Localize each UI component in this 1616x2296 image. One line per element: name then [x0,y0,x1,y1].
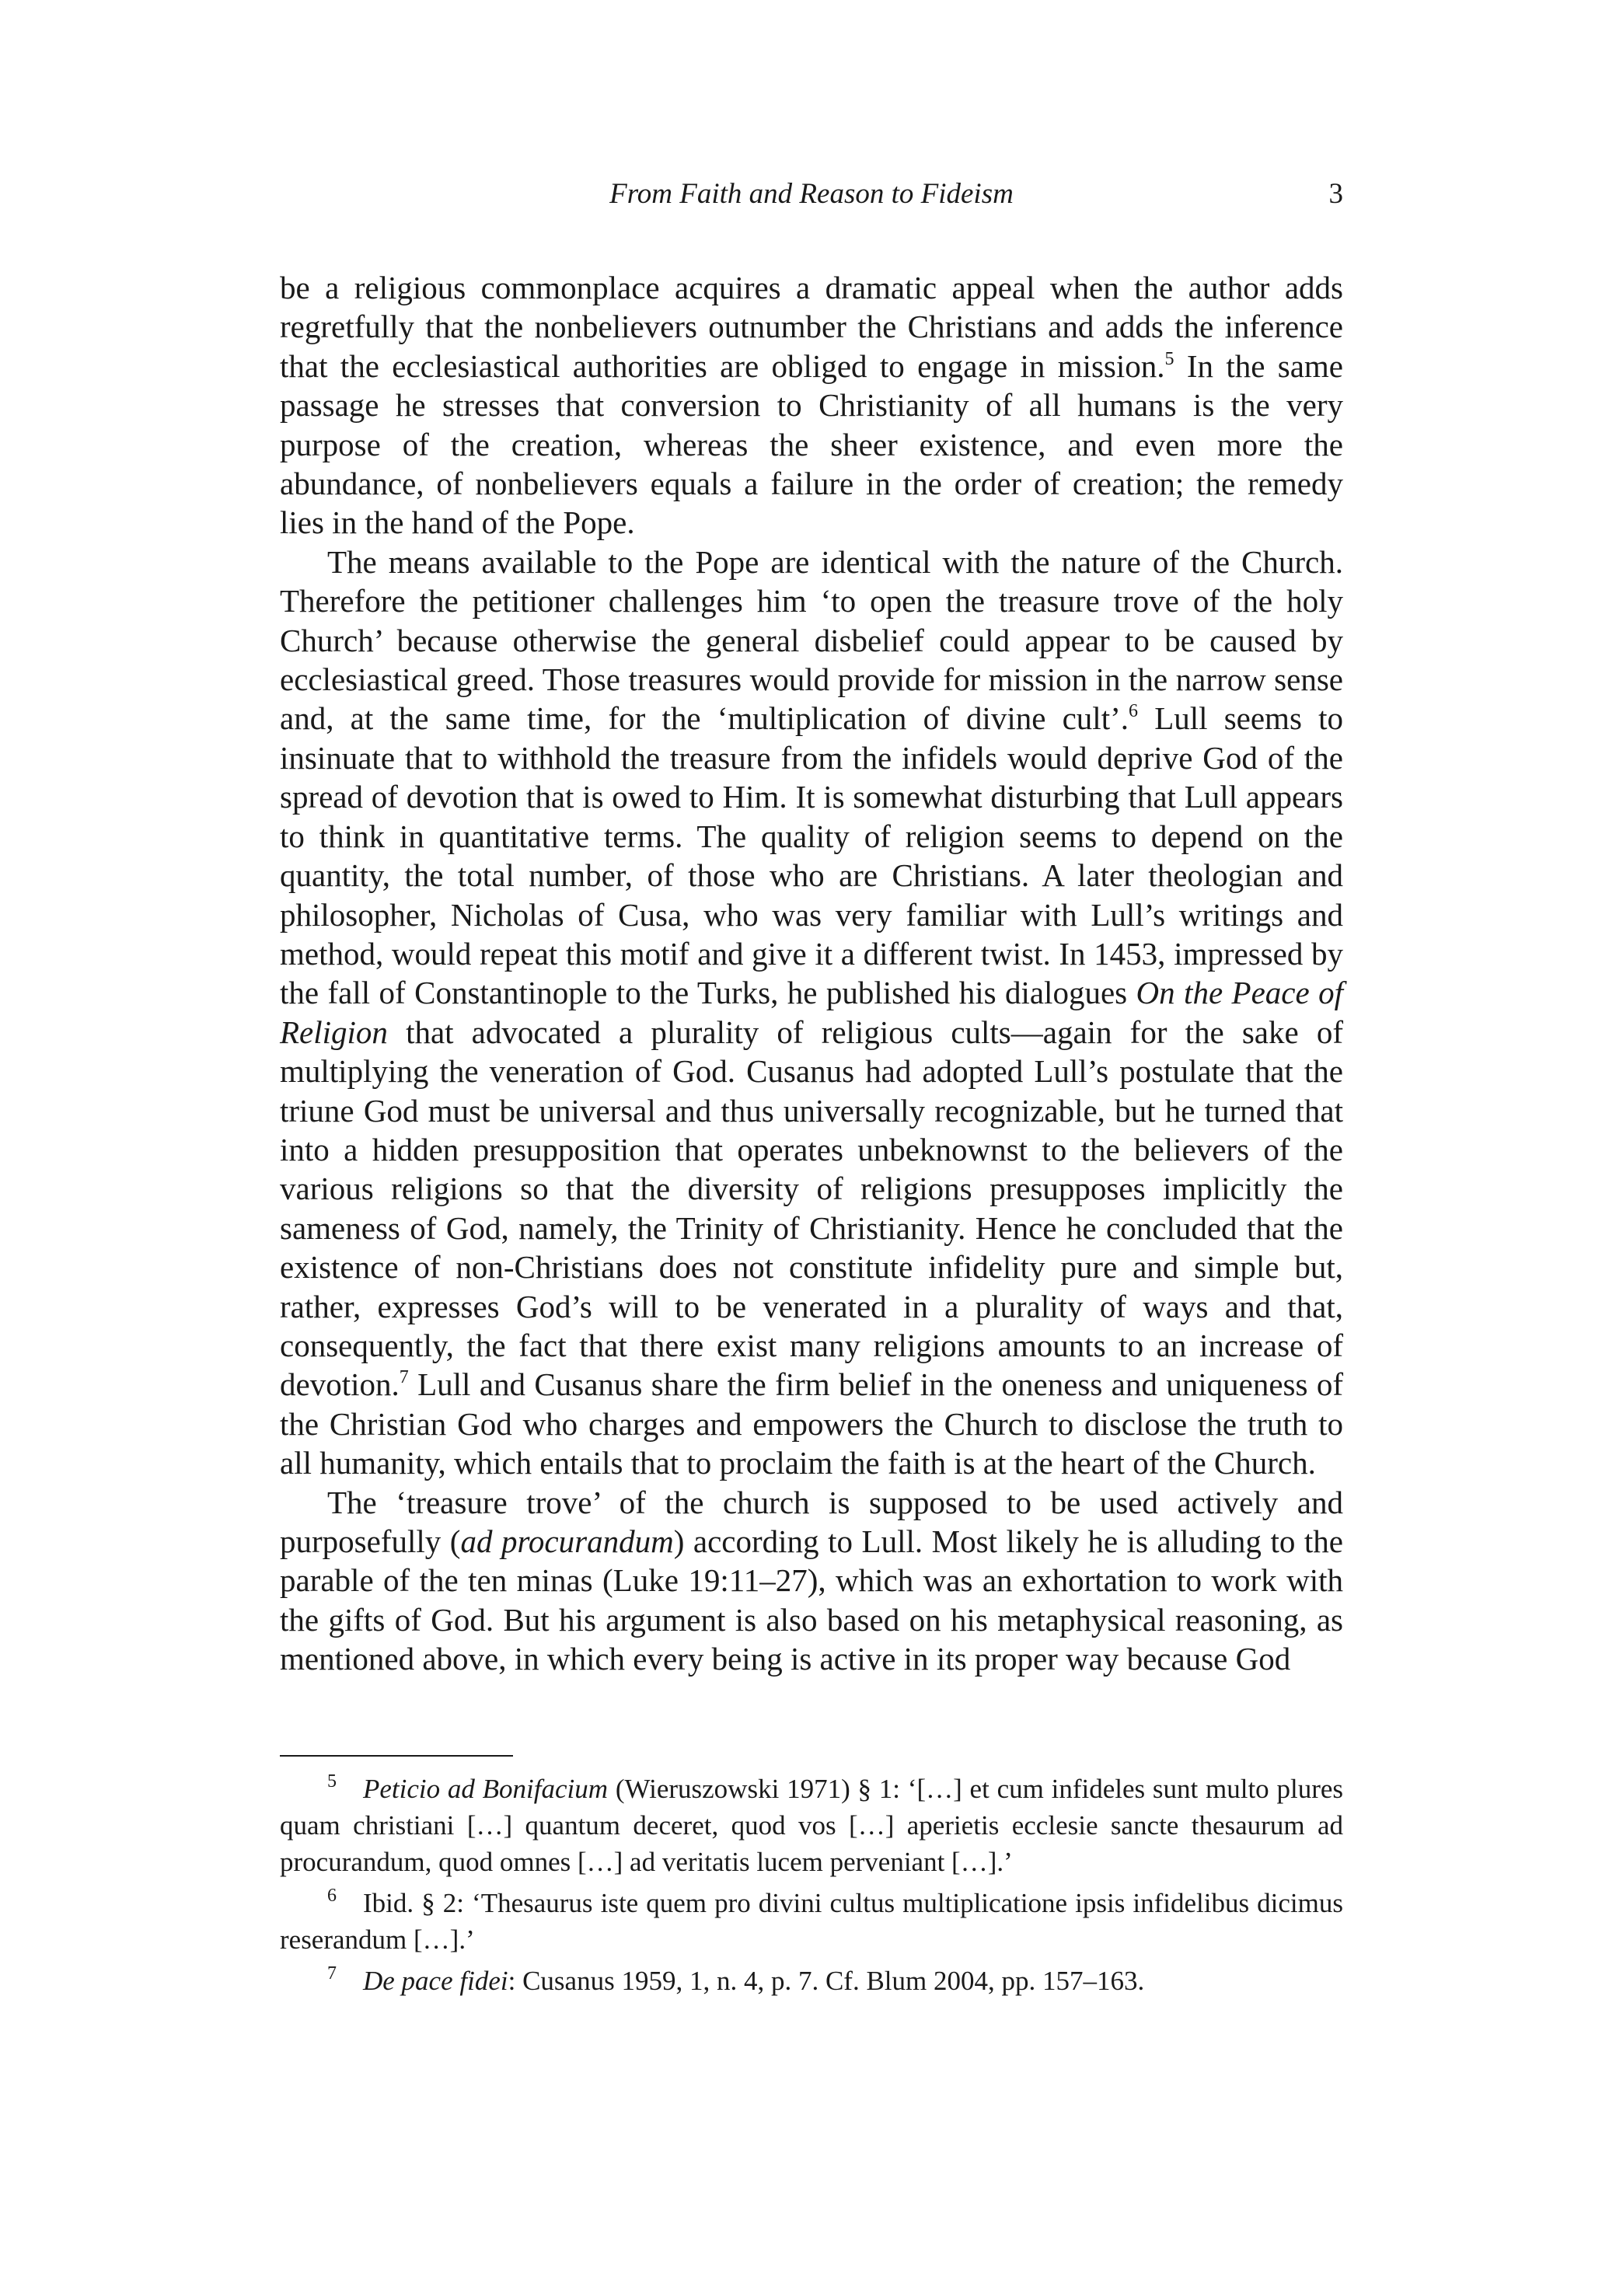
footnotes [280,1771,1343,2004]
footnote-reference: 5 [1164,348,1174,369]
italic-text: On the Peace of Religion [280,975,1344,1050]
text-run: be a religious commonplace acquires a dramatic appeal when the author adds regretfully that the nonbelievers outnumber the Christians and adds the inference that the ecclesiastical authorities are obliged to engage in mission. [280,270,1343,384]
running-head [280,175,1343,222]
paragraph [280,543,1343,1483]
text-run: ) according to Lull. Most likely he is alluding to the parable of the ten minas (Luke 19:11–27), which was an exhortation to work with the gifts of God. But his argument is also based on his metaphysical reasoning, as mentioned above, in which every being is active in its proper way because God [280,1523,1343,1677]
page-number: 3 [1328,178,1343,210]
text-run: The ‘treasure trove’ of the church is supposed to be used actively and purposefully ( [280,1484,1343,1559]
paragraph [280,268,1343,543]
footnote: 6 Ibid. § 2: ‘Thesaurus iste quem pro divini cultus multiplicatione ipsis infidelibus dicimus reserandum […].’ [280,1886,1343,1955]
body-text [280,268,1343,1679]
text-run: that advocated a plurality of religious cults—again for the sake of multiplying the veneration of God. Cusanus had adopted Lull’s postulate that the triune God must be universal and thus universally recognizable, but he turned that into a hidden presupposition that operates unbeknownst to the believers of the various religions so that the diversity of religions presupposes implicitly the sameness of God, namely, the Trinity of Christianity. Hence he concluded that the existence of non-Christians does not constitute infidelity pure and simple but, rather, expresses God’s will to be venerated in a plurality of ways and that, consequently, the fact that there exist many religions amounts to an increase of devotion. [280,1014,1343,1403]
text-run: The means available to the Pope are identical with the nature of the Church. Therefore the petitioner challenges him ‘to open the treasure trove of the holy Church’ because otherwise the general disbelief could appear to be caused by ecclesiastical greed. Those treasures would provide for mission in the narrow sense and, at the same time, for the ‘multiplication of divine cult’. [280,543,1343,737]
text-run: Ibid. § 2: ‘Thesaurus iste quem pro divini cultus multiplicatione ipsis infidelibus dicimus reserandum […].’ [280,1888,1343,1955]
footnote-reference: 7 [399,1367,409,1388]
italic-text: Peticio ad Bonifacium [363,1774,609,1804]
footnote-reference: 6 [1129,701,1138,722]
italic-text: De pace fidei [363,1966,508,1996]
text-run: (Wieruszowski 1971) § 1: ‘[…] et cum infideles sunt multo plures quam christiani […] quantum deceret, quod vos […] aperietis ecclesie sancte thesaurum ad procurandum, quod omnes […] ad veritatis lucem perveniant […].’ [280,1774,1343,1877]
text-run: Lull and Cusanus share the firm belief in the oneness and uniqueness of the Christian God who charges and empowers the Church to disclose the truth to all humanity, which entails that to proclaim the faith is at the heart of the Church. [280,1366,1343,1481]
paragraph [280,1483,1343,1679]
italic-text: ad procurandum [460,1523,674,1559]
running-head-title: From Faith and Reason to Fideism [609,178,1014,210]
text-run: In the same passage he stresses that conversion to Christianity of all humans is the very purpose of the creation, whereas the sheer existence, and even more the abundance, of nonbelievers equals a failure in the order of creation; the remedy lies in the hand of the Pope. [280,347,1344,541]
text-run: : Cusanus 1959, 1, n. 4, p. 7. Cf. Blum 2004, pp. 157–163. [508,1966,1145,1996]
text-run: Lull seems to insinuate that to withhold the treasure from the infidels would deprive God of the spread of devotion that is owed to Him. It is somewhat disturbing that Lull appears to think in quantitative terms. The quality of religion seems to depend on the quantity, the total number, of those who are Christians. A later theologian and philosopher, Nicholas of Cusa, who was very familiar with Lull’s writings and method, would repeat this motif and give it a different twist. In 1453, impressed by the fall of Constantinople to the Turks, he published his dialogues [280,700,1343,1011]
footnote-separator [280,1755,513,1757]
footnote: 7 De pace fidei: Cusanus 1959, 1, n. 4, p. 7. Cf. Blum 2004, pp. 157–163. [327,1963,1145,1996]
footnote: 5 Peticio ad Bonifacium (Wieruszowski 1971) § 1: ‘[…] et cum infideles sunt multo plures quam christiani […] quantum deceret, quod vos […] aperietis ecclesie sancte thesaurum ad procurandum, quod omnes […] ad veritatis lucem perveniant […].’ [280,1771,1343,1877]
